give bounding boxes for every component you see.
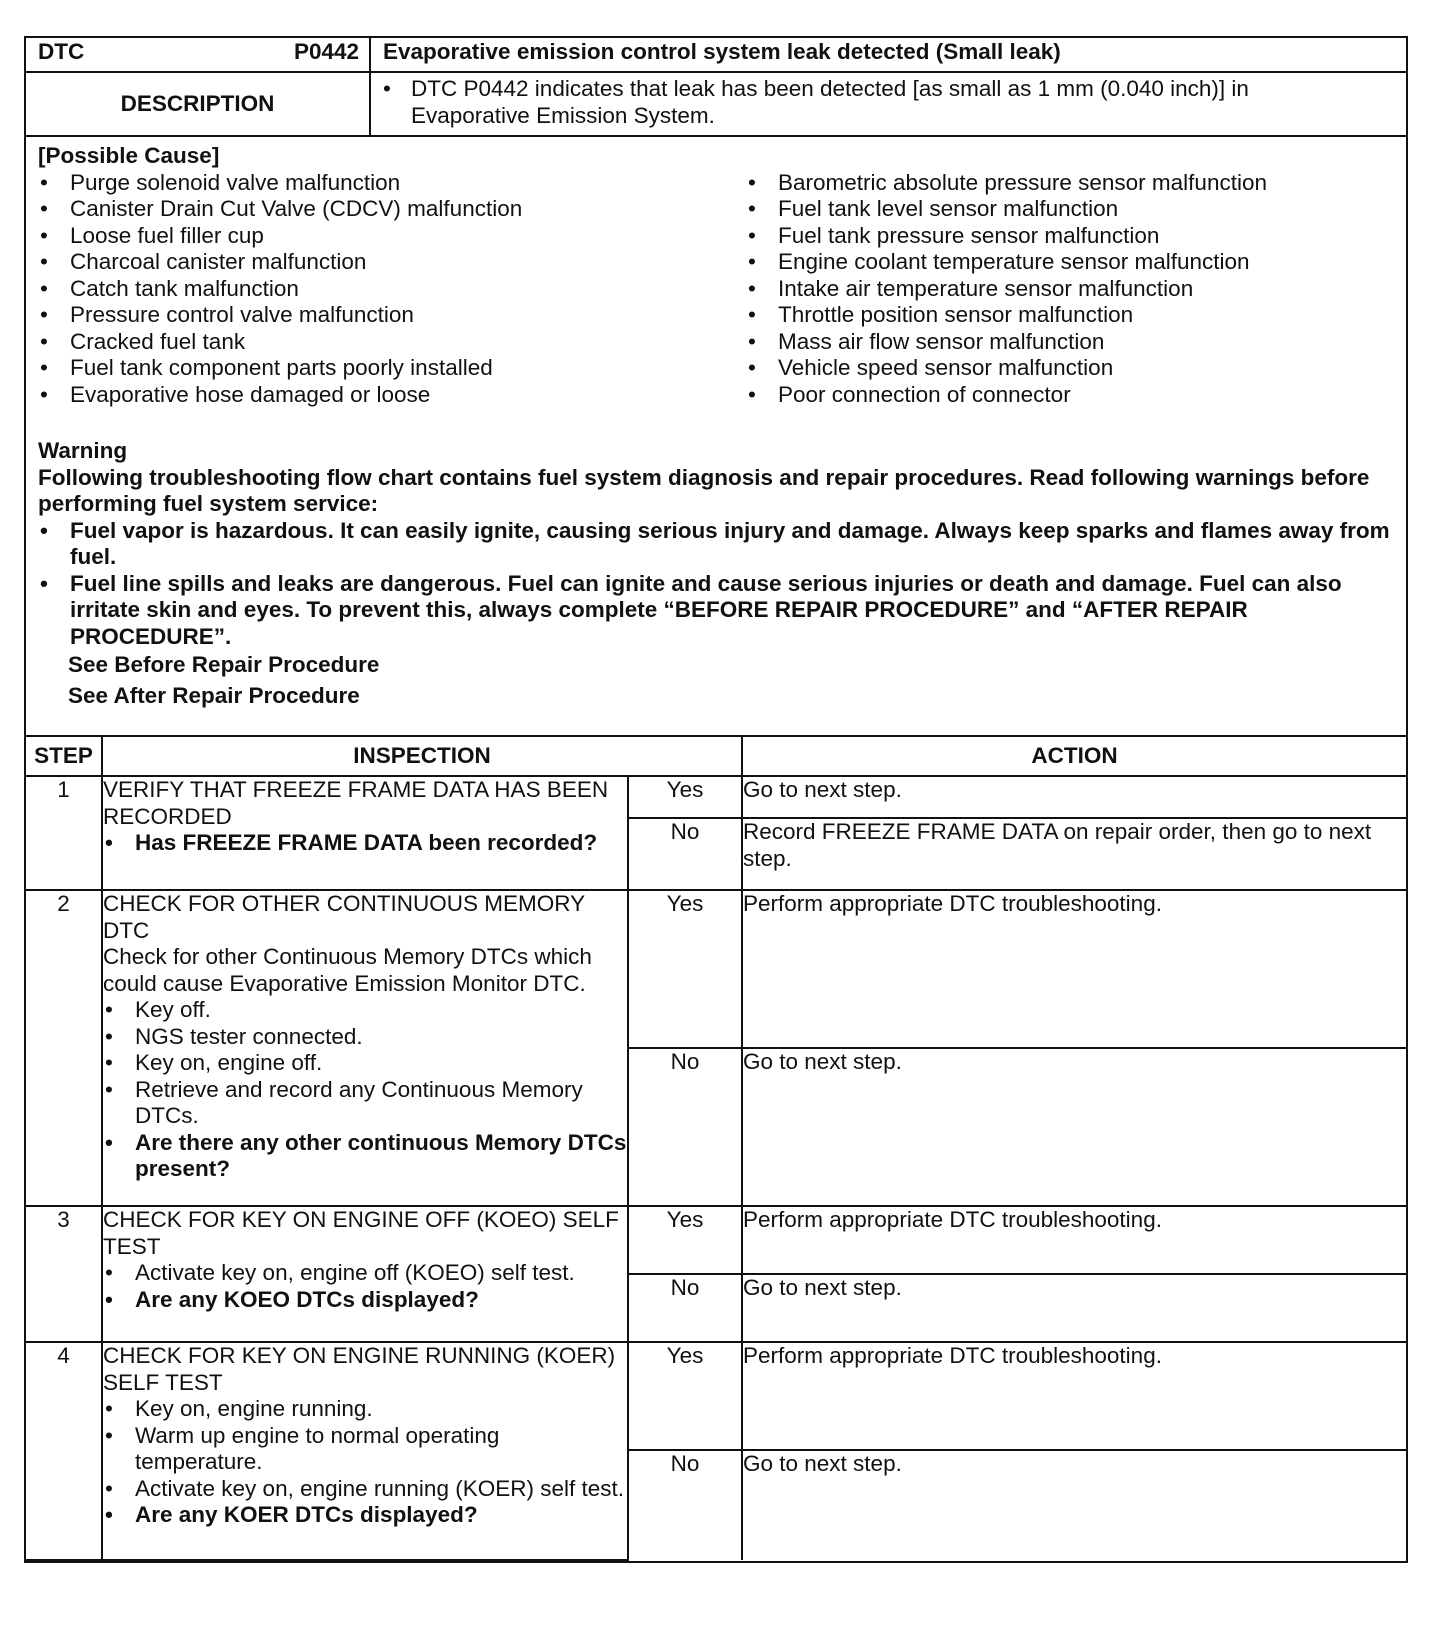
list-item: • Vehicle speed sensor malfunction <box>746 355 1396 382</box>
step-inspection <box>102 776 628 890</box>
list-item: • Activate key on, engine off (KOEO) self test. <box>103 1260 627 1287</box>
description-cell <box>371 73 1406 135</box>
step-inspection <box>102 1206 628 1342</box>
list-item: • Purge solenoid valve malfunction <box>38 170 746 197</box>
list-item: • Are any KOER DTCs displayed? <box>103 1502 627 1529</box>
yes-label: Yes <box>628 1342 742 1450</box>
dtc-document <box>24 36 1408 1563</box>
list-item: • Retrieve and record any Continuous Memory DTCs. <box>103 1077 627 1130</box>
dtc-cell <box>26 38 371 71</box>
list-item: • Engine coolant temperature sensor malfunction <box>746 249 1396 276</box>
step-bullets <box>103 997 627 1183</box>
step-heading: VERIFY THAT FREEZE FRAME DATA HAS BEEN RECORDED <box>103 777 609 829</box>
no-label: No <box>628 1274 742 1342</box>
no-action: Go to next step. <box>742 1274 1406 1342</box>
possible-cause-title: [Possible Cause] <box>38 143 220 168</box>
step-inspection <box>102 890 628 1206</box>
list-item: • NGS tester connected. <box>103 1024 627 1051</box>
cause-list-left <box>38 170 746 409</box>
step-heading: CHECK FOR KEY ON ENGINE OFF (KOEO) SELF TEST <box>103 1207 619 1259</box>
yes-action: Perform appropriate DTC troubleshooting. <box>742 1206 1406 1274</box>
warning-title: Warning <box>38 438 128 463</box>
bullet-icon: • <box>383 76 391 101</box>
table-row <box>26 776 1406 818</box>
step-bullets <box>103 1396 627 1529</box>
list-item: • Fuel tank component parts poorly installed <box>38 355 746 382</box>
header-row <box>26 38 1406 73</box>
list-item: • Charcoal canister malfunction <box>38 249 746 276</box>
list-item: • Mass air flow sensor malfunction <box>746 329 1396 356</box>
yes-action: Go to next step. <box>742 776 1406 818</box>
list-item: • Intake air temperature sensor malfunction <box>746 276 1396 303</box>
list-item: • Cracked fuel tank <box>38 329 746 356</box>
list-item: • Key on, engine off. <box>103 1050 627 1077</box>
col-action: ACTION <box>742 737 1406 776</box>
after-repair-link[interactable]: See After Repair Procedure <box>68 682 360 708</box>
list-item: • Catch tank malfunction <box>38 276 746 303</box>
list-item: • Are there any other continuous Memory DTCs present? <box>103 1130 627 1183</box>
step-intro: Check for other Continuous Memory DTCs which could cause Evaporative Emission Monitor DTC. <box>103 944 592 996</box>
no-label: No <box>628 1450 742 1560</box>
warning-block <box>38 438 1396 650</box>
col-inspection: INSPECTION <box>102 737 742 776</box>
warning-intro: Following troubleshooting flow chart contains fuel system diagnosis and repair procedures. Read following warnings before performing fuel system service: <box>38 464 1370 516</box>
procedure-links <box>38 652 1396 735</box>
no-label: No <box>628 1048 742 1206</box>
no-label: No <box>628 818 742 890</box>
step-number: 1 <box>26 776 102 890</box>
list-item: • Fuel line spills and leaks are dangerous. Fuel can ignite and cause serious injuries or death and damage. Fuel can also irritate skin and eyes. To prevent this, always complete “BEFORE REPAIR PROCEDURE” and “AFTER REPAIR PROCEDURE”. <box>38 571 1396 651</box>
list-item: • Poor connection of connector <box>746 382 1396 409</box>
yes-action: Perform appropriate DTC troubleshooting. <box>742 890 1406 1048</box>
yes-label: Yes <box>628 890 742 1048</box>
description-label: DESCRIPTION <box>26 73 371 135</box>
step-inspection <box>102 1342 628 1560</box>
table-row <box>26 1342 1406 1450</box>
table-row <box>26 1206 1406 1274</box>
list-item: • Throttle position sensor malfunction <box>746 302 1396 329</box>
step-bullets <box>103 1260 627 1313</box>
list-item: • Key on, engine running. <box>103 1396 627 1423</box>
list-item: • Evaporative hose damaged or loose <box>38 382 746 409</box>
yes-label: Yes <box>628 1206 742 1274</box>
yes-label: Yes <box>628 776 742 818</box>
before-repair-link[interactable]: See Before Repair Procedure <box>68 652 380 677</box>
no-action: Record FREEZE FRAME DATA on repair order, then go to next step. <box>742 818 1406 890</box>
warning-list <box>38 518 1396 651</box>
description-row <box>26 73 1406 137</box>
possible-cause-columns <box>38 170 1396 409</box>
dtc-title: Evaporative emission control system leak detected (Small leak) <box>383 39 1061 64</box>
dtc-code: P0442 <box>293 39 359 64</box>
list-item: • Key off. <box>103 997 627 1024</box>
step-number: 2 <box>26 890 102 1206</box>
step-number: 4 <box>26 1342 102 1560</box>
no-action: Go to next step. <box>742 1048 1406 1206</box>
list-item: • Canister Drain Cut Valve (CDCV) malfunction <box>38 196 746 223</box>
list-item: • Pressure control valve malfunction <box>38 302 746 329</box>
list-item: • Loose fuel filler cup <box>38 223 746 250</box>
step-bullets <box>103 830 627 857</box>
list-item: • Fuel tank level sensor malfunction <box>746 196 1396 223</box>
list-item: • Activate key on, engine running (KOER) self test. <box>103 1476 627 1503</box>
dtc-label: DTC <box>38 39 85 64</box>
list-item: • Barometric absolute pressure sensor malfunction <box>746 170 1396 197</box>
table-header-row <box>26 737 1406 776</box>
yes-action: Perform appropriate DTC troubleshooting. <box>742 1342 1406 1450</box>
list-item: • Are any KOEO DTCs displayed? <box>103 1287 627 1314</box>
step-table <box>26 737 1406 1561</box>
list-item: • Fuel vapor is hazardous. It can easily ignite, causing serious injury and damage. Always keep sparks and flames away from fuel. <box>38 518 1396 571</box>
description-text: DTC P0442 indicates that leak has been detected [as small as 1 mm (0.040 inch)] in Evaporative Emission System. <box>411 76 1249 128</box>
possible-cause-section <box>26 137 1406 737</box>
list-item: • Has FREEZE FRAME DATA been recorded? <box>103 830 627 857</box>
step-number: 3 <box>26 1206 102 1342</box>
step-heading: CHECK FOR OTHER CONTINUOUS MEMORY DTC <box>103 891 585 943</box>
cause-list-right <box>746 170 1396 409</box>
col-step: STEP <box>26 737 102 776</box>
list-item: • Warm up engine to normal operating temperature. <box>103 1423 627 1476</box>
list-item: • Fuel tank pressure sensor malfunction <box>746 223 1396 250</box>
step-heading: CHECK FOR KEY ON ENGINE RUNNING (KOER) SELF TEST <box>103 1343 616 1395</box>
table-row <box>26 890 1406 1048</box>
no-action: Go to next step. <box>742 1450 1406 1560</box>
